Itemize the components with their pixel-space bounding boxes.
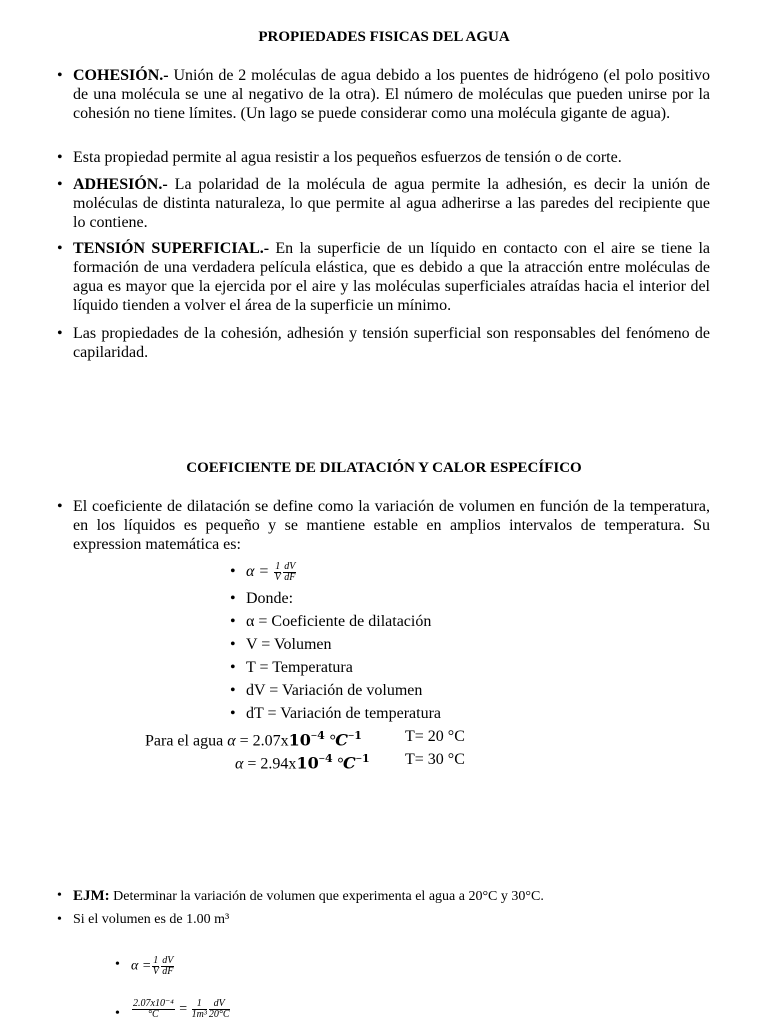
cohesion-text: Unión de 2 moléculas de agua debido a los puentes de hidrógeno (el polo positivo de una molécula se une al negativo de la otra). El número de moléculas que pueden unirse por la cohesión no tiene límites. (Un lago se puede considerar como una molécula gigante de agua). [73, 67, 711, 122]
example-text: Determinar la variación de volumen que experimenta el agua a 20°C y 30°C. [113, 889, 544, 904]
temp-30: T= 30 °C [405, 751, 465, 768]
def-item: • T = Temperatura [230, 659, 353, 676]
intro-text: El coeficiente de dilatación se define como la variación de volumen en función de la temperatura, en los líquidos es pequeño y se mantiene estable en amplios intervalos de temperatura. Su expression matemática es: [73, 498, 710, 553]
def-item: • dT = Variación de temperatura [230, 705, 442, 722]
formula-lhs: α = [246, 563, 270, 581]
term-cohesion: COHESIÓN.- [73, 67, 169, 84]
bullet-dot: • [115, 1006, 120, 1021]
term-tension: TENSIÓN SUPERFICIAL.- [73, 240, 270, 257]
example-label: EJM: [73, 888, 110, 904]
formula-alpha [230, 561, 446, 583]
resist-text: Esta propiedad permite al agua resistir a los pequeños esfuerzos de tensión o de corte. [73, 149, 622, 166]
section-title-propiedades: PROPIEDADES FISICAS DEL AGUA [258, 29, 510, 45]
bullet-adhesion [57, 175, 711, 232]
bullet-dot: • [57, 240, 63, 257]
bullet-volume [57, 911, 710, 929]
bullet-dot: • [57, 149, 63, 166]
water-row-20c: Para el agua $\alpha = 2.07x𝟏𝟎^{-𝟒}$ °𝑪$^{-𝟏}$ T= 20 °C [145, 728, 465, 750]
bullet-dot: • [57, 176, 63, 193]
bullet-tension [57, 239, 710, 315]
bullet-dot: • [57, 325, 63, 342]
capilar-text: Las propiedades de la cohesión, adhesión y tensión superficial son responsables del fenómeno de capilaridad. [73, 325, 710, 361]
bullet-dot: • [57, 912, 62, 927]
volume-text: Si el volumen es de 1.00 m³ [73, 912, 230, 927]
temp-20: T= 20 °C [405, 728, 465, 745]
bullet-dot: • [230, 563, 236, 580]
tension-text: En la superficie de un líquido en contacto con el aire se tiene la formación de una verdadera película elástica, que es debido a que la atracción entre moléculas de agua es mayor que la ejercida por el aire y las moléculas superficiales atraídas hacia el interior del líquido tienden a volver el área de la superficie un mínimo. [73, 240, 710, 314]
water-row-30c: $\alpha = 2.94x𝟏𝟎^{-𝟒}$ °𝑪$^{-𝟏}$ T= 30 °C [235, 751, 465, 773]
def-item: • α = Coeficiente de dilatación [230, 613, 432, 630]
fraction-one-over-v: $\frac{1}{V}$ [274, 561, 281, 583]
fraction-dv-over-df: $\frac{dV}{dF}$ [284, 561, 296, 583]
adhesion-text: La polaridad de la molécula de agua permite la adhesión, es decir la unión de moléculas de distinta naturaleza, lo que permite al agua adherirse a las paredes del recipiente que lo contiene. [73, 176, 711, 231]
section-title-coeficiente: COEFICIENTE DE DILATACIÓN Y CALOR ESPECÍFICO [186, 460, 582, 476]
bullet-dot: • [57, 498, 63, 515]
example-formula: • α = $\frac{1}{V}$ $\frac{dV}{dF}$ [115, 955, 174, 977]
bullet-example [57, 887, 710, 906]
bullet-dot: • [115, 957, 120, 972]
def-item: • V = Volumen [230, 636, 332, 653]
bullet-dot: • [57, 888, 62, 903]
example-calculation: • $\frac{\text{2.07x10⁻⁴}}{^\circ C}$ = $\frac{1}{\text{1m³}}$ $\frac{dV}{20^\circ C}$ [115, 998, 230, 1021]
bullet-dilatacion-intro [57, 497, 710, 554]
bullet-dot: • [57, 67, 63, 84]
water-prefix: Para el agua [145, 732, 224, 750]
term-adhesion: ADHESIÓN.- [73, 176, 168, 193]
bullet-capilaridad [57, 324, 710, 362]
bullet-cohesion [57, 66, 711, 123]
bullet-resist [57, 148, 710, 167]
def-item: • Donde: [230, 590, 294, 607]
def-item: • dV = Variación de volumen [230, 682, 423, 699]
